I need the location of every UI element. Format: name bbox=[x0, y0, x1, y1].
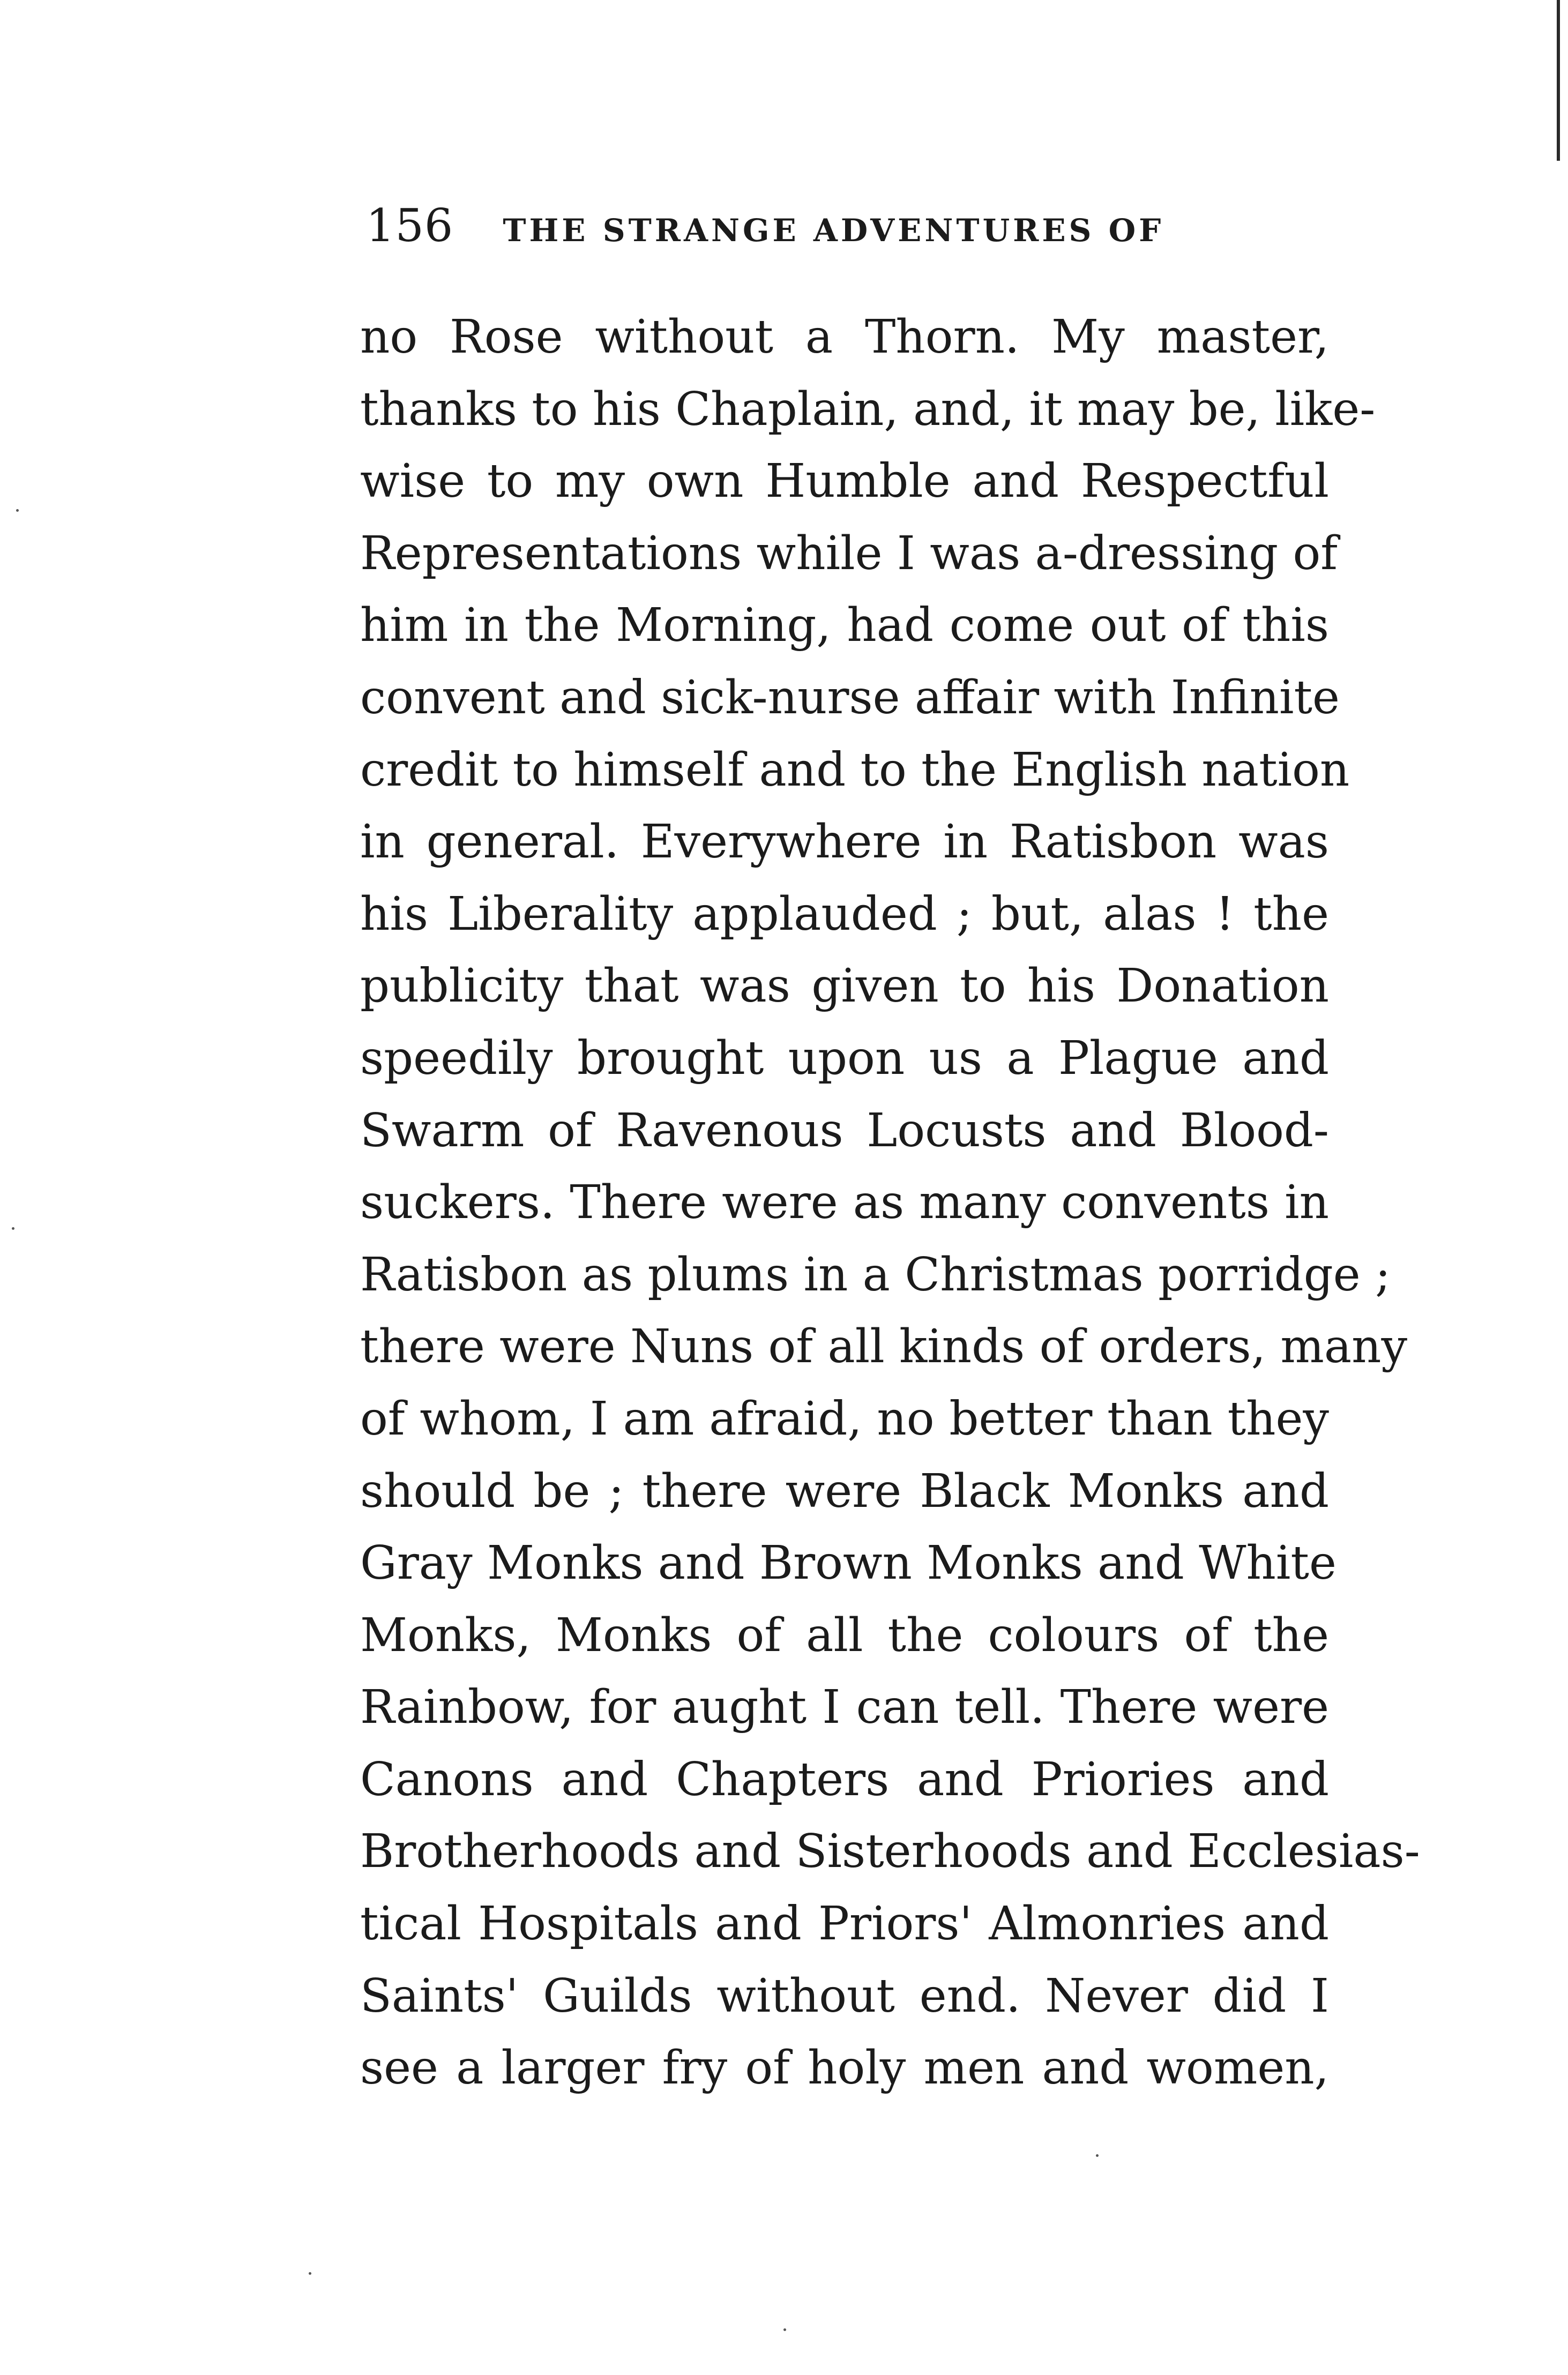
paper-speck bbox=[783, 2328, 786, 2331]
text-line: Gray Monks and Brown Monks and White bbox=[360, 1536, 1336, 1590]
paper-speck bbox=[16, 509, 19, 512]
text-line: should be ; there were Black Monks and bbox=[360, 1464, 1329, 1518]
text-line: Saints' Guilds without end. Never did I bbox=[360, 1969, 1329, 2023]
text-line: him in the Morning, had come out of this bbox=[360, 599, 1329, 653]
text-line: there were Nuns of all kinds of orders, many bbox=[360, 1320, 1408, 1374]
paper-speck bbox=[12, 1227, 14, 1230]
binding-edge-line bbox=[1557, 0, 1560, 161]
page-number: 156 bbox=[366, 199, 454, 252]
text-line: convent and sick-nurse affair with Infinite bbox=[360, 670, 1340, 725]
text-line: Swarm of Ravenous Locusts and Blood- bbox=[360, 1103, 1329, 1157]
text-line: publicity that was given to his Donation bbox=[360, 959, 1329, 1013]
text-line: speedily brought upon us a Plague and bbox=[360, 1031, 1329, 1085]
text-line: Ratisbon as plums in a Christmas porridge ; bbox=[360, 1248, 1391, 1302]
text-line: see a larger fry of holy men and women, bbox=[360, 2041, 1329, 2095]
text-line: wise to my own Humble and Respectful bbox=[360, 454, 1329, 509]
text-line: Canons and Chapters and Priories and bbox=[360, 1752, 1329, 1806]
text-line: thanks to his Chaplain, and, it may be, like- bbox=[360, 382, 1376, 436]
text-line: Brotherhoods and Sisterhoods and Ecclesias- bbox=[360, 1825, 1420, 1879]
page-header bbox=[366, 199, 1331, 258]
body-text bbox=[360, 301, 1420, 2104]
text-line: of whom, I am afraid, no better than they bbox=[360, 1392, 1329, 1446]
text-line: his Liberality applauded ; but, alas ! the bbox=[360, 887, 1329, 941]
text-line: Monks, Monks of all the colours of the bbox=[360, 1608, 1329, 1662]
text-line: suckers. There were as many convents in bbox=[360, 1176, 1329, 1230]
paper-speck bbox=[309, 2272, 311, 2275]
running-title: THE STRANGE ADVENTURES OF bbox=[503, 212, 1164, 249]
paper-speck bbox=[1096, 2154, 1099, 2157]
text-line: credit to himself and to the English nation bbox=[360, 743, 1350, 797]
text-line: tical Hospitals and Priors' Almonries and bbox=[360, 1897, 1329, 1951]
text-line: in general. Everywhere in Ratisbon was bbox=[360, 815, 1329, 869]
text-line: Representations while I was a-dressing of bbox=[360, 526, 1338, 580]
text-line: no Rose without a Thorn. My master, bbox=[360, 310, 1329, 364]
text-line: Rainbow, for aught I can tell. There were bbox=[360, 1681, 1329, 1735]
